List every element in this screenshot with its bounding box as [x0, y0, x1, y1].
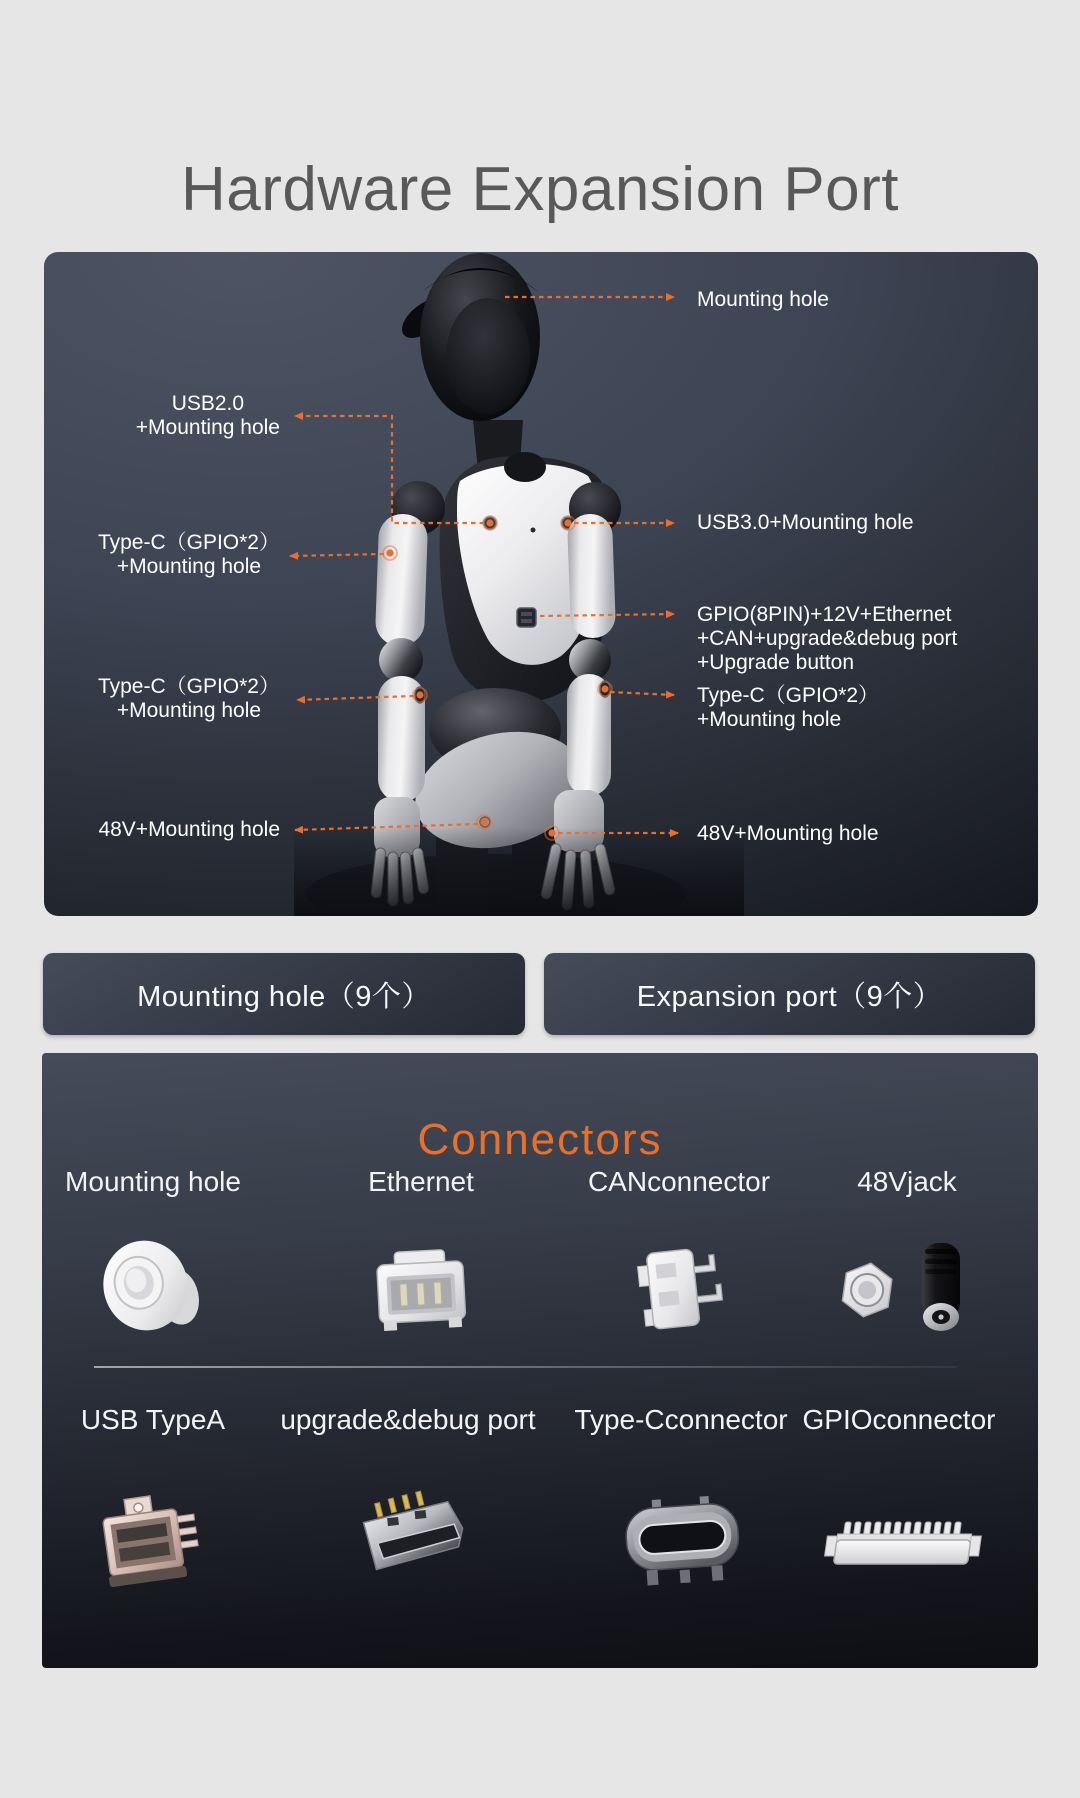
gpio-hatch — [517, 608, 536, 627]
mounting-hole-grommet-icon — [88, 1233, 218, 1343]
banner-mounting-hole-label: Mounting hole（9个） — [137, 980, 431, 1013]
connector-cell-mounting-hole: Mounting hole — [65, 1166, 241, 1343]
leader-typec-left-upper — [290, 554, 384, 556]
banner-expansion-port — [544, 953, 1035, 1035]
callout-usb2: USB2.0 +Mounting hole — [135, 392, 280, 439]
callout-usb3: USB3.0+Mounting hole — [697, 511, 914, 534]
connector-cell-48v: 48Vjack — [832, 1166, 982, 1343]
connector-cell-usb-a: USB TypeA — [68, 1404, 238, 1598]
48v-jack-icon — [832, 1233, 982, 1343]
robot-illustration — [44, 252, 1038, 916]
leader-typec-right — [610, 692, 674, 695]
usb-type-a-icon — [68, 1478, 238, 1598]
gpio-connector-icon — [814, 1478, 984, 1598]
micro-usb-icon — [323, 1478, 493, 1598]
ethernet-connector-icon — [356, 1233, 486, 1343]
callout-gpio-cluster: GPIO(8PIN)+12V+Ethernet +CAN+upgrade&debug port +Upgrade button — [697, 603, 958, 674]
callout-mounting-hole-top: Mounting hole — [697, 288, 829, 311]
connector-cell-upgrade-debug: upgrade&debug port — [280, 1404, 535, 1598]
connectors-title: Connectors — [417, 1114, 663, 1164]
connectors-card — [42, 1053, 1038, 1668]
callout-typec-left-upper: Type-C（GPIO*2） +Mounting hole — [97, 531, 280, 578]
callout-48v-left: 48V+Mounting hole — [98, 818, 280, 841]
bottom-fade — [294, 827, 744, 916]
callout-typec-right: Type-C（GPIO*2） +Mounting hole — [697, 684, 880, 731]
callout-48v-right: 48V+Mounting hole — [697, 822, 879, 845]
type-c-icon — [596, 1478, 766, 1598]
connector-cell-ethernet: Ethernet — [356, 1166, 486, 1343]
can-connector-icon — [614, 1233, 744, 1343]
connector-cell-gpio: GPIOconnector — [803, 1404, 996, 1598]
page-title: Hardware Expansion Port — [181, 154, 899, 224]
banner-mounting-hole — [43, 953, 525, 1035]
connector-cell-type-c: Type-Cconnector — [574, 1404, 787, 1598]
banner-expansion-port-label: Expansion port（9个） — [636, 980, 943, 1013]
connector-cell-can: CANconnector — [588, 1166, 770, 1343]
robot-diagram-card — [44, 252, 1038, 916]
callout-typec-left-lower: Type-C（GPIO*2） +Mounting hole — [97, 675, 280, 722]
connectors-divider — [94, 1366, 958, 1368]
